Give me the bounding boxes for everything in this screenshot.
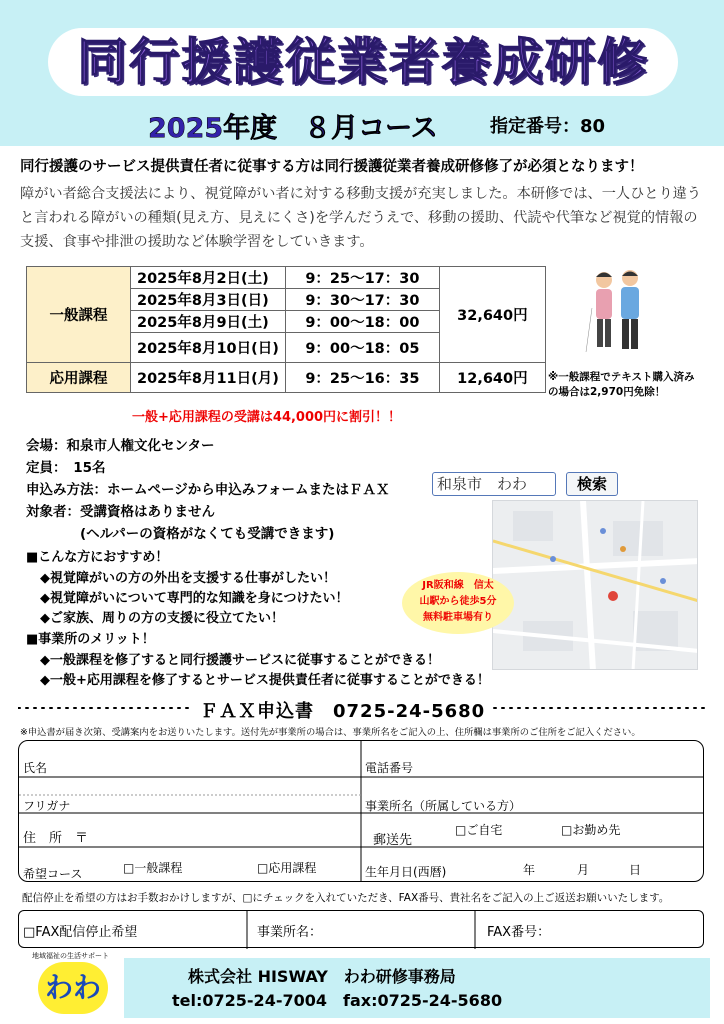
search-input[interactable]: 和泉市 わわ (432, 472, 556, 496)
schedule-date: 2025年8月3日(日) (131, 289, 286, 311)
course-label: 2025年度 ８月コース (148, 113, 438, 144)
target: 対象者：受講資格はありません (26, 504, 215, 520)
target-sub: (ヘルパーの資格がなくても受講できます) (80, 526, 335, 542)
applied-course-label: 応用課程 (27, 363, 131, 393)
birth-month[interactable]: 月 (577, 863, 590, 877)
page-title: 同行援護従業者養成研修 (48, 28, 678, 96)
fax-note: ※申込書が届き次第、受講案内をお送りいたします。送付先が事業所の場合は、事業所名をご記入の上、住所欄は事業所のご住所をご記入ください。 (20, 727, 641, 738)
stop-checkbox[interactable]: □FAX配信停止希望 (23, 925, 138, 940)
apply-method: 申込み方法：ホームページから申込みフォームまたはＦＡＸ (26, 482, 390, 498)
schedule-time: 9：25～17：30 (285, 267, 439, 289)
general-price: 32,640円 (439, 267, 545, 363)
venue: 会場：和泉市人権文化センター (26, 438, 215, 454)
address-field[interactable]: 住 所 〒 (23, 831, 89, 846)
merit-item: ◆一般+応用課程を修了するとサービス提供責任者に従事することができる！ (40, 673, 490, 688)
location-map (492, 500, 698, 670)
logo-caption: 地域福祉の生活サポート (32, 952, 109, 960)
merit-item: ◆一般課程を修了すると同行援護サービスに従事することができる！ (40, 653, 440, 668)
discount-notice: 一般+応用課程の受講は44,000円に割引！！ (132, 410, 402, 425)
schedule-time: 9：30～17：30 (285, 289, 439, 311)
guide-illustration (582, 268, 652, 356)
recommend-item: ◆視覚障がいの方の外出を支援する仕事がしたい！ (40, 571, 336, 586)
capacity: 定員： 15名 (26, 460, 106, 476)
name-field[interactable]: 氏名 (23, 761, 48, 775)
furigana-field[interactable]: フリガナ (23, 799, 71, 813)
form-grid (19, 741, 704, 882)
fax-form-title: ＦＡＸ申込書 0725-24-5680 (200, 701, 486, 722)
applied-price: 12,640円 (439, 363, 545, 393)
work-checkbox[interactable]: □お勤め先 (561, 823, 621, 837)
intro-text: 障がい者総合支援法により、視覚障がい者に対する移動支援が充実しました。本研修では、一人ひとり違うと言われる障がいの種類(見え方、見えにくさ)を学んだうえで、移動の援助、代読や代筆など視覚的情報の支援、食事や排泄の援助など体験学習をしていきます。 (20, 186, 702, 250)
contact-numbers: tel:0725-24-7004 fax:0725-24-5680 (172, 991, 503, 1010)
home-checkbox[interactable]: □ご自宅 (455, 823, 503, 837)
recommend-item: ◆視覚障がいについて専門的な知識を身につけたい！ (40, 591, 349, 606)
wawa-logo: わわ (38, 962, 108, 1014)
course-label: 希望コース (23, 867, 83, 881)
stop-form (18, 910, 704, 948)
birth-year[interactable]: 年 (523, 863, 536, 877)
applied-checkbox[interactable]: □応用課程 (257, 861, 317, 875)
general-checkbox[interactable]: □一般課程 (123, 861, 183, 875)
map-graphic (493, 501, 698, 670)
application-form (18, 740, 704, 882)
phone-field[interactable]: 電話番号 (365, 761, 414, 775)
birth-label: 生年月日(西暦) (365, 865, 447, 879)
access-bubble: JR阪和線 信太 山駅から徒歩5分 無料駐車場有り (402, 572, 514, 634)
schedule-time: 9：25～16：35 (285, 363, 439, 393)
table-row (27, 267, 546, 289)
search-button[interactable]: 検索 (566, 472, 618, 496)
unsubscribe-note: 配信停止を希望の方はお手数おかけしますが、□にチェックを入れていただき、FAX番号、貴社名をご記入の上ご返送お願いいたします。 (22, 892, 670, 904)
schedule-date: 2025年8月2日(土) (131, 267, 286, 289)
designation-number: 指定番号：80 (490, 116, 606, 137)
company-name: 株式会社 HISWAY わわ研修事務局 (188, 967, 456, 986)
general-course-label: 一般課程 (27, 267, 131, 363)
merit-heading: ■事業所のメリット！ (26, 632, 155, 647)
schedule-date: 2025年8月9日(土) (131, 311, 286, 333)
schedule-time: 9：00～18：05 (285, 333, 439, 363)
table-row (27, 363, 546, 393)
send-to-label: 郵送先 (373, 833, 413, 848)
recommend-item: ◆ご家族、周りの方の支援に役立てたい！ (40, 611, 284, 626)
birth-day[interactable]: 日 (629, 863, 642, 877)
recommend-heading: ■こんな方におすすめ！ (26, 550, 169, 565)
stop-fax-field[interactable]: FAX番号： (487, 925, 551, 940)
schedule-date: 2025年8月11日(月) (131, 363, 286, 393)
office-field[interactable]: 事業所名（所属している方） (365, 799, 522, 813)
stop-office-field[interactable]: 事業所名： (257, 925, 323, 940)
schedule-time: 9：00～18：00 (285, 311, 439, 333)
lead-text: 同行援護のサービス提供責任者に従事する方は同行援護従業者養成研修修了が必須となります！ (20, 159, 644, 175)
text-discount-note: ※一般課程でテキスト購入済み の場合は2,970円免除！ (548, 371, 695, 398)
schedule-date: 2025年8月10日(日) (131, 333, 286, 363)
schedule-table (26, 266, 546, 393)
